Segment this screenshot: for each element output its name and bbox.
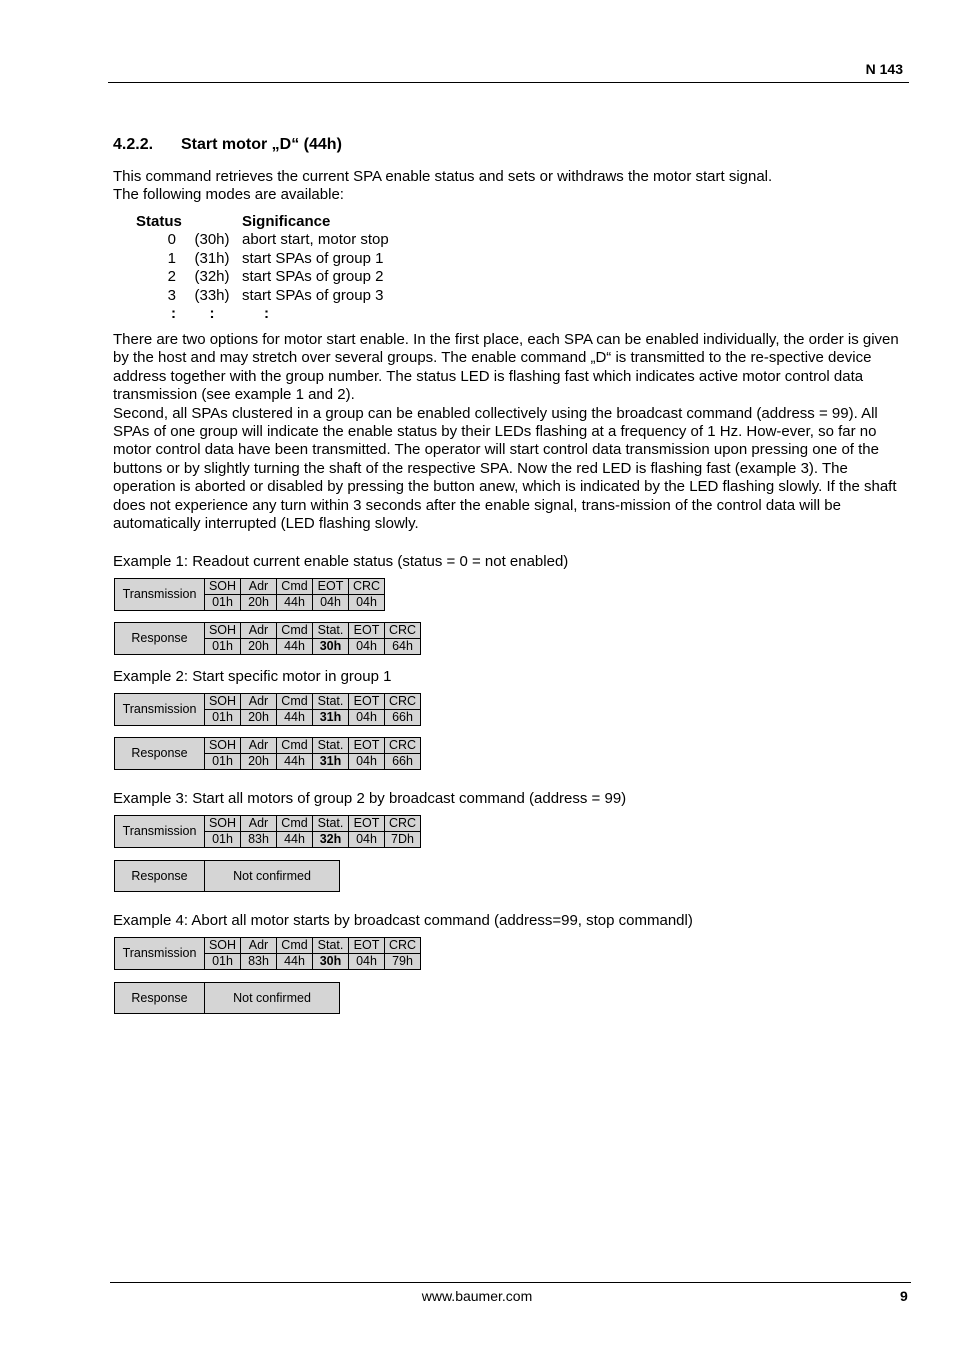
frame-value-cell: 01h — [205, 639, 241, 655]
frame-head-cell: SOH — [205, 623, 241, 639]
frame-value-cell: 04h — [349, 710, 385, 726]
frame-value-cell: 04h — [349, 595, 385, 611]
frame-value-cell: 04h — [349, 754, 385, 770]
example-title: Example 1: Readout current enable status (status = 0 = not enabled) — [113, 553, 569, 570]
frame-label: Transmission — [115, 938, 205, 970]
mode-row — [113, 250, 389, 268]
frame-value-cell: 20h — [241, 710, 277, 726]
frame-head-cell: Adr — [241, 623, 277, 639]
mode-hex: (30h) — [194, 231, 230, 249]
mode-text: start SPAs of group 1 — [242, 249, 384, 267]
frame-head-cell: CRC — [385, 738, 421, 754]
footer-url: www.baumer.com — [421, 1288, 533, 1304]
frame-label: Transmission — [115, 694, 205, 726]
frame-head-cell: CRC — [385, 694, 421, 710]
mode-status: 3 — [167, 286, 176, 304]
mode-text: start SPAs of group 3 — [242, 286, 384, 304]
mode-status: 1 — [167, 249, 176, 267]
frame-head-cell: EOT — [313, 579, 349, 595]
frame-head-cell: Stat. — [313, 816, 349, 832]
frame-head-cell: Adr — [241, 938, 277, 954]
frame-head-cell: SOH — [205, 694, 241, 710]
frame-label: Response — [115, 738, 205, 770]
frame-value-cell: 01h — [205, 595, 241, 611]
mode-hex: (32h) — [194, 268, 230, 286]
mode-text: start SPAs of group 2 — [242, 268, 384, 286]
frame-value-cell: 30h — [313, 954, 349, 970]
section-title: Start motor „D“ (44h) — [181, 136, 342, 153]
frame-head-cell: EOT — [349, 623, 385, 639]
mode-ellipsis-row — [113, 305, 389, 323]
frame-head-cell: CRC — [349, 579, 385, 595]
mode-status: 0 — [167, 231, 176, 249]
ellipsis: : — [264, 305, 269, 323]
frame-head-cell: Stat. — [313, 694, 349, 710]
frame-head-cell: Stat. — [313, 738, 349, 754]
frame-value-cell: 20h — [241, 595, 277, 611]
intro-line: The following modes are available: — [113, 186, 344, 204]
frame-head-cell: SOH — [205, 816, 241, 832]
frame-head-cell: EOT — [349, 816, 385, 832]
frame-head-cell: EOT — [349, 694, 385, 710]
not-confirmed-cell: Not confirmed — [205, 861, 340, 892]
header-rule — [108, 82, 909, 83]
frame-label: Response — [115, 623, 205, 655]
frame-value-cell: 20h — [241, 754, 277, 770]
transmission-frame — [114, 693, 421, 726]
frame-head-cell: Cmd — [277, 938, 313, 954]
frame-value-cell: 30h — [313, 639, 349, 655]
frame-value-cell: 31h — [313, 710, 349, 726]
example-title: Example 4: Abort all motor starts by broadcast command (address=99, stop commandl) — [113, 912, 693, 929]
paragraph: Second, all SPAs clustered in a group can be enabled collectively using the broadcast command (address = 99). All SPAs of one group will indicate the enable status by their LEDs flashing at a frequency of 1 Hz. How-ever, so far no motor control data have been transmitted. The operator will start control data transmission upon pressing one of the buttons or by slightly turning the shaft of the respective SPA. Now the red LED is flashing fast (example 3). The operation is aborted or disabled by pressing the button anew, which is indicated by the LED flashing slowly. If the shaft does not experience any turn within 3 seconds after the enable signal, trans-mission of the control data will be automatically interrupted (LED flashing slowly. — [113, 404, 897, 533]
frame-value-cell: 01h — [205, 954, 241, 970]
transmission-frame — [114, 815, 421, 848]
frame-head-cell: Adr — [241, 816, 277, 832]
frame-head-cell: Cmd — [277, 579, 313, 595]
response-frame — [114, 860, 340, 892]
frame-head-cell: SOH — [205, 938, 241, 954]
frame-head-cell: SOH — [205, 579, 241, 595]
frame-value-cell: 83h — [241, 954, 277, 970]
transmission-frame — [114, 578, 385, 611]
example-title: Example 3: Start all motors of group 2 by broadcast command (address = 99) — [113, 790, 627, 807]
frame-head-cell: Adr — [241, 738, 277, 754]
mode-hex: (31h) — [194, 249, 230, 267]
frame-head-cell: SOH — [205, 738, 241, 754]
frame-value-cell: 04h — [349, 954, 385, 970]
frame-value-cell: 32h — [313, 832, 349, 848]
frame-head-cell: Stat. — [313, 938, 349, 954]
frame-value-cell: 44h — [277, 639, 313, 655]
significance-column-header: Significance — [242, 213, 331, 230]
frame-head-cell: CRC — [385, 623, 421, 639]
frame-value-cell: 31h — [313, 754, 349, 770]
section-number: 4.2.2. — [113, 136, 154, 153]
frame-value-cell: 20h — [241, 639, 277, 655]
frame-head-cell: EOT — [349, 738, 385, 754]
paragraph: There are two options for motor start enable. In the first place, each SPA can be enabled individually, the order is given by the host and may stretch over several groups. The enable command „D“ is transmitted to the re-spective device address together with the group number. The status LED is flashing fast which indicates active motor control data transmission (see example 1 and 2). — [113, 331, 899, 404]
mode-status: 2 — [167, 268, 176, 286]
frame-value-cell: 44h — [277, 832, 313, 848]
transmission-frame — [114, 937, 421, 970]
ellipsis: : — [171, 305, 176, 323]
frame-value-cell: 44h — [277, 710, 313, 726]
frame-label: Transmission — [115, 816, 205, 848]
mode-row — [113, 231, 389, 249]
frame-value-cell: 01h — [205, 710, 241, 726]
page-number: 9 — [900, 1288, 908, 1304]
example-title: Example 2: Start specific motor in group 1 — [113, 668, 392, 685]
frame-value-cell: 01h — [205, 832, 241, 848]
intro-line: This command retrieves the current SPA enable status and sets or withdraws the motor start signal. — [113, 168, 773, 185]
frame-head-cell: Cmd — [277, 738, 313, 754]
frame-value-cell: 7Dh — [385, 832, 421, 848]
mode-hex: (33h) — [194, 286, 230, 304]
mode-row — [113, 287, 389, 305]
not-confirmed-cell: Not confirmed — [205, 983, 340, 1014]
frame-head-cell: Adr — [241, 694, 277, 710]
frame-head-cell: CRC — [385, 938, 421, 954]
section-heading — [113, 136, 342, 154]
frame-value-cell: 44h — [277, 754, 313, 770]
frame-head-cell: Stat. — [313, 623, 349, 639]
frame-head-cell: Cmd — [277, 694, 313, 710]
frame-label: Response — [115, 861, 205, 892]
footer-rule — [110, 1282, 911, 1283]
frame-label: Response — [115, 983, 205, 1014]
status-column-header: Status — [136, 213, 182, 230]
frame-value-cell: 44h — [277, 954, 313, 970]
ellipsis: : — [209, 305, 215, 323]
frame-value-cell: 83h — [241, 832, 277, 848]
response-frame — [114, 737, 421, 770]
frame-head-cell: Adr — [241, 579, 277, 595]
frame-head-cell: CRC — [385, 816, 421, 832]
frame-value-cell: 04h — [349, 832, 385, 848]
mode-row — [113, 268, 389, 286]
frame-head-cell: Cmd — [277, 816, 313, 832]
frame-value-cell: 79h — [385, 954, 421, 970]
response-frame — [114, 982, 340, 1014]
modes-table — [113, 213, 389, 323]
document-id: N 143 — [865, 61, 903, 77]
frame-value-cell: 01h — [205, 754, 241, 770]
intro-text — [113, 168, 772, 205]
frame-head-cell: EOT — [349, 938, 385, 954]
body-text — [113, 331, 908, 533]
frame-value-cell: 04h — [313, 595, 349, 611]
frame-value-cell: 66h — [385, 754, 421, 770]
frame-label: Transmission — [115, 579, 205, 611]
frame-value-cell: 44h — [277, 595, 313, 611]
frame-value-cell: 64h — [385, 639, 421, 655]
frame-value-cell: 04h — [349, 639, 385, 655]
frame-value-cell: 66h — [385, 710, 421, 726]
mode-text: abort start, motor stop — [242, 231, 389, 249]
frame-head-cell: Cmd — [277, 623, 313, 639]
response-frame — [114, 622, 421, 655]
